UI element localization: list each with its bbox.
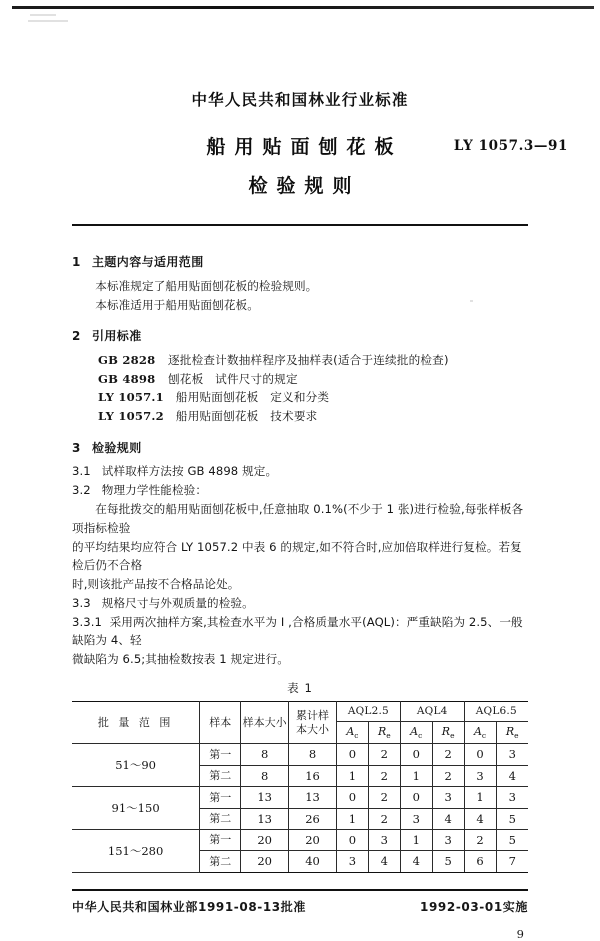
clause-3-1-number: 3.1 xyxy=(72,464,91,479)
cell-aql25-re: 2 xyxy=(368,765,400,786)
cell-cum-size: 13 xyxy=(289,787,337,808)
reference-code: GB 4898 xyxy=(98,371,156,386)
reference-code: GB 2828 xyxy=(98,352,156,367)
cell-aql4-re: 3 xyxy=(432,787,464,808)
cell-aql65-re: 5 xyxy=(496,808,528,829)
issuing-organization: 中华人民共和国林业行业标准 xyxy=(191,91,409,109)
cell-sample-size: 8 xyxy=(241,744,289,765)
header-aql-2-5: AQL2.5 xyxy=(336,701,400,721)
header-re-aql25: $R_e$ xyxy=(368,721,400,744)
header-ac-aql65: $A_c$ xyxy=(464,721,496,744)
clause-3-2-number: 3.2 xyxy=(72,483,91,498)
cell-aql4-ac: 1 xyxy=(400,765,432,786)
cell-aql4-ac: 4 xyxy=(400,851,432,872)
clause-3-2 xyxy=(72,481,528,500)
reference-title: 逐批检查计数抽样程序及抽样表(适合于连续批的检查) xyxy=(168,352,449,367)
cell-aql4-re: 4 xyxy=(432,808,464,829)
cell-sample: 第一 xyxy=(200,787,241,808)
effective-date: 1992-03-01实施 xyxy=(420,899,528,914)
scan-edge-artifact xyxy=(12,6,594,9)
header-batch-range: 批 量 范 围 xyxy=(72,701,200,744)
page-number: 9 xyxy=(516,926,524,941)
header-cum-line-1: 累计样 xyxy=(296,708,330,722)
sampling-table xyxy=(72,701,528,873)
header-sample: 样本 xyxy=(200,701,241,744)
document-body xyxy=(72,226,528,872)
clause-3-1-text: 试样取样方法按 GB 4898 规定。 xyxy=(101,464,278,479)
header-ac-aql4: $A_c$ xyxy=(400,721,432,744)
reference-code: LY 1057.1 xyxy=(98,390,164,405)
reference-code: LY 1057.2 xyxy=(98,409,164,424)
standard-number: LY 1057.3—91 xyxy=(453,138,568,154)
cell-aql4-ac: 3 xyxy=(400,808,432,829)
reference-item xyxy=(98,407,528,426)
cell-sample: 第二 xyxy=(200,808,241,829)
cell-aql4-ac: 0 xyxy=(400,787,432,808)
cell-sample-size: 20 xyxy=(241,829,289,850)
cell-cum-size: 16 xyxy=(289,765,337,786)
cell-aql25-re: 2 xyxy=(368,787,400,808)
clause-3-3-1-line-2: 微缺陷为 6.5;其抽检数按表 1 规定进行。 xyxy=(72,652,289,667)
cell-aql4-ac: 1 xyxy=(400,829,432,850)
cell-aql25-re: 2 xyxy=(368,744,400,765)
cell-aql65-ac: 3 xyxy=(464,765,496,786)
table-body xyxy=(72,744,528,872)
cell-aql65-ac: 6 xyxy=(464,851,496,872)
cell-aql4-re: 2 xyxy=(432,765,464,786)
clause-3-2-paragraph-line-3: 时,则该批产品按不合格品论处。 xyxy=(72,577,240,592)
header-cum-line-2: 本大小 xyxy=(296,722,330,736)
cell-sample-size: 13 xyxy=(241,787,289,808)
header-sample-size: 样本大小 xyxy=(241,701,289,744)
scan-speck xyxy=(30,14,56,16)
clause-2-number: 2 xyxy=(72,329,81,344)
cell-aql25-re: 2 xyxy=(368,808,400,829)
clause-3-heading xyxy=(72,439,528,458)
cell-aql65-ac: 0 xyxy=(464,744,496,765)
clause-3-1 xyxy=(72,462,528,481)
reference-title: 船用贴面刨花板 定义和分类 xyxy=(175,390,330,405)
cell-sample: 第一 xyxy=(200,744,241,765)
cell-aql4-ac: 0 xyxy=(400,744,432,765)
scan-speck xyxy=(470,300,473,302)
cell-sample: 第一 xyxy=(200,829,241,850)
clause-3-title: 检验规则 xyxy=(92,440,142,455)
cell-aql25-ac: 1 xyxy=(336,765,368,786)
cell-sample-size: 8 xyxy=(241,765,289,786)
header-aql-6-5: AQL6.5 xyxy=(464,701,528,721)
clause-2-heading xyxy=(72,327,528,346)
document-header xyxy=(0,0,600,198)
clause-3-number: 3 xyxy=(72,440,81,455)
header-re-aql4: $R_e$ xyxy=(432,721,464,744)
document-footer xyxy=(72,891,528,915)
header-cumulative-sample-size xyxy=(289,701,337,744)
cell-aql25-ac: 0 xyxy=(336,829,368,850)
clause-3-2-text: 物理力学性能检验： xyxy=(101,483,208,498)
reference-title: 船用贴面刨花板 技术要求 xyxy=(175,409,318,424)
header-aql-4: AQL4 xyxy=(400,701,464,721)
table-row xyxy=(72,744,528,765)
clause-3-2-paragraph-line-1: 在每批拨交的船用贴面刨花板中,任意抽取 0.1%(不少于 1 张)进行检验,每张样板各项指标检验 xyxy=(72,501,524,535)
cell-aql65-re: 4 xyxy=(496,765,528,786)
scan-speck xyxy=(28,20,68,22)
cell-aql25-ac: 0 xyxy=(336,787,368,808)
clause-1-number: 1 xyxy=(72,255,81,270)
clause-1-paragraph-2: 本标准适用于船用贴面刨花板。 xyxy=(95,297,259,312)
cell-sample-size: 20 xyxy=(241,851,289,872)
cell-sample-size: 13 xyxy=(241,808,289,829)
clause-1-title: 主题内容与适用范围 xyxy=(92,255,204,270)
page-title: 船用贴面刨花板 xyxy=(206,136,403,158)
cell-sample: 第二 xyxy=(200,851,241,872)
cell-aql65-re: 5 xyxy=(496,829,528,850)
cell-sample: 第二 xyxy=(200,765,241,786)
cell-cum-size: 20 xyxy=(289,829,337,850)
approval-statement: 中华人民共和国林业部1991-08-13批准 xyxy=(72,899,306,914)
header-ac-aql25: $A_c$ xyxy=(336,721,368,744)
cell-cum-size: 40 xyxy=(289,851,337,872)
cell-aql25-ac: 3 xyxy=(336,851,368,872)
cell-cum-size: 8 xyxy=(289,744,337,765)
clause-3-3-1-line-1: 采用两次抽样方案,其检查水平为 Ⅰ ,合格质量水平(AQL)：严重缺陷为 2.5、一般缺陷为 4、轻 xyxy=(72,614,523,648)
reference-item xyxy=(98,388,528,407)
clause-1-heading xyxy=(72,253,528,272)
cell-aql65-re: 7 xyxy=(496,851,528,872)
table-header-row-1 xyxy=(72,701,528,721)
cell-cum-size: 26 xyxy=(289,808,337,829)
cell-aql65-ac: 2 xyxy=(464,829,496,850)
cell-aql25-ac: 0 xyxy=(336,744,368,765)
cell-aql25-re: 3 xyxy=(368,829,400,850)
clause-3-2-paragraph-line-2: 的平均结果均应符合 LY 1057.2 中表 6 的规定,如不符合时,应加倍取样进行复检。若复检后仍不合格 xyxy=(72,539,522,573)
cell-aql65-re: 3 xyxy=(496,744,528,765)
cell-aql4-re: 2 xyxy=(432,744,464,765)
reference-item xyxy=(98,370,528,389)
table-caption: 表 1 xyxy=(287,680,313,695)
cell-batch-range: 51～90 xyxy=(72,744,200,787)
clause-3-3-1 xyxy=(72,613,528,651)
clause-2-title: 引用标准 xyxy=(92,329,142,344)
title-block xyxy=(0,132,600,198)
table-row xyxy=(72,787,528,808)
cell-aql25-ac: 1 xyxy=(336,808,368,829)
cell-aql65-ac: 1 xyxy=(464,787,496,808)
clause-3-3-1-number: 3.3.1 xyxy=(72,614,102,629)
cell-aql65-ac: 4 xyxy=(464,808,496,829)
page-subtitle: 检验规则 xyxy=(248,175,361,197)
clause-3-3-number: 3.3 xyxy=(72,595,91,610)
table-header xyxy=(72,701,528,744)
clause-3-3-text: 规格尺寸与外观质量的检验。 xyxy=(101,595,254,610)
cell-batch-range: 151～280 xyxy=(72,829,200,872)
reference-title: 刨花板 试件尺寸的规定 xyxy=(168,371,298,386)
clause-3-3 xyxy=(72,594,528,613)
cell-aql25-re: 4 xyxy=(368,851,400,872)
header-re-aql65: $R_e$ xyxy=(496,721,528,744)
cell-aql65-re: 3 xyxy=(496,787,528,808)
reference-item xyxy=(98,351,528,370)
cell-aql4-re: 5 xyxy=(432,851,464,872)
clause-1-paragraph-1: 本标准规定了船用贴面刨花板的检验规则。 xyxy=(95,278,318,293)
cell-aql4-re: 3 xyxy=(432,829,464,850)
cell-batch-range: 91～150 xyxy=(72,787,200,830)
